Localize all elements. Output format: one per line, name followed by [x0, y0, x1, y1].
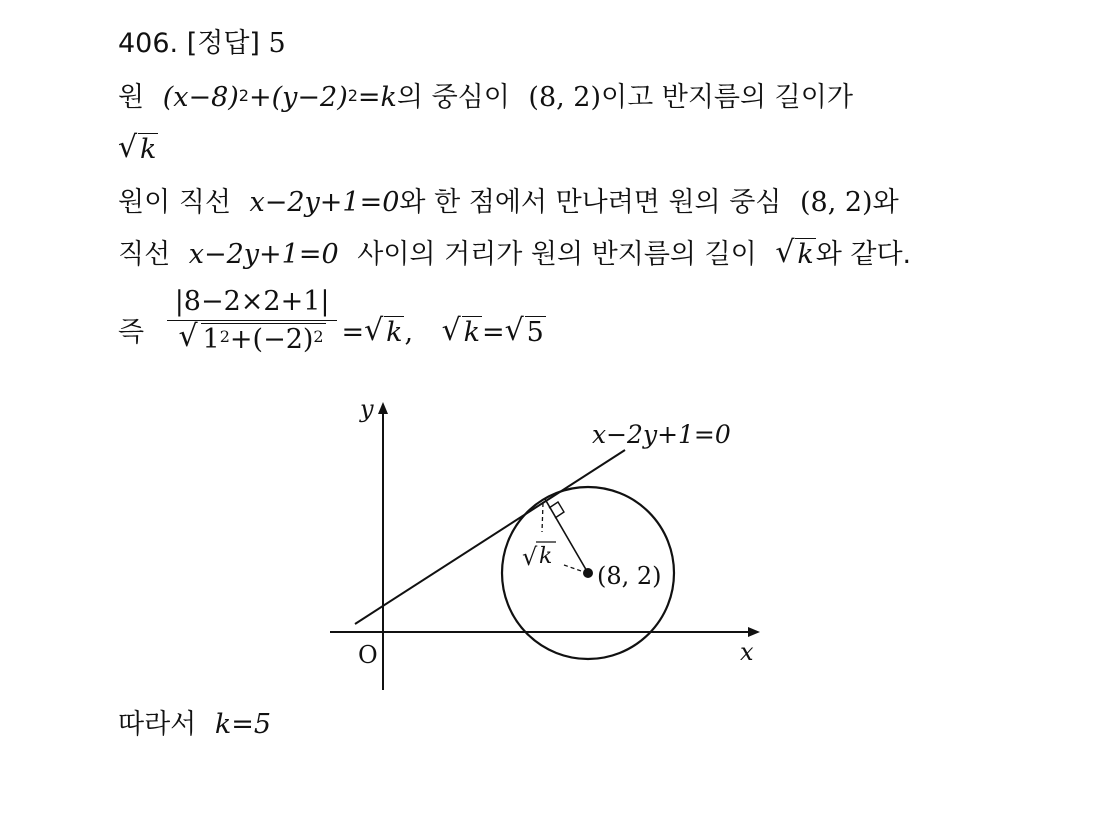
- sqrt-k-2: √ k: [775, 235, 814, 270]
- radius-sqrt-symbol: √: [522, 543, 538, 571]
- text-distance-equal: 사이의 거리가 원의 반지름의 길이: [357, 239, 757, 270]
- exponent-b: 2: [347, 86, 358, 105]
- x-axis-arrow: [748, 627, 760, 637]
- equals-1: =: [341, 316, 365, 348]
- text-jeuk: 즉: [118, 316, 145, 348]
- y-axis-arrow: [378, 402, 388, 414]
- y-axis-label: y: [360, 395, 374, 423]
- dashed-segment-2: [564, 565, 584, 572]
- answer-value: 5: [268, 28, 286, 59]
- tangent-line: [355, 450, 625, 624]
- comma: ,: [404, 316, 414, 348]
- x-axis-label: x: [740, 638, 754, 666]
- text-center-is: 의 중심이: [396, 82, 510, 113]
- problem-number: 406.: [118, 28, 179, 59]
- text-therefore: 따라서: [118, 709, 197, 740]
- center-point: [583, 568, 593, 578]
- sqrt-k-4: √ k: [441, 312, 481, 348]
- text-radius-length: 이고 반지름의 길이가: [601, 82, 853, 113]
- text-won: 원: [118, 82, 145, 113]
- conclusion-line: [118, 708, 271, 742]
- fraction-denominator: √ $1^2+(-2)^2$: [178, 319, 324, 355]
- eq-part-b: +(y−2): [248, 82, 348, 113]
- sqrt-k: √ k: [118, 130, 157, 165]
- line-equation-2: x−2y+1=0: [188, 239, 339, 270]
- line-equation: x−2y+1=0: [249, 187, 400, 218]
- dashed-segment-1: [542, 503, 543, 532]
- eq-part-c: =k: [357, 82, 397, 113]
- origin-label: O: [358, 641, 378, 669]
- text-line-intro: 원이 직선: [118, 187, 231, 218]
- exponent-a: 2: [238, 86, 249, 105]
- final-answer-eq: k=5: [214, 709, 272, 740]
- text-same: 와 같다.: [815, 239, 912, 270]
- center-coords: (8, 2): [528, 82, 602, 113]
- eq-part-a: (x−8): [162, 82, 239, 113]
- answer-label: [정답]: [186, 28, 260, 59]
- fraction-numerator: |8−2×2+1|: [167, 286, 338, 321]
- center-label: (8, 2): [597, 562, 662, 590]
- text-line: 직선: [118, 239, 171, 270]
- equals-2: =: [482, 316, 505, 348]
- text-and: 와: [872, 187, 899, 218]
- sqrt-k-3: √ k: [364, 312, 403, 348]
- radius-label: k: [539, 544, 553, 569]
- center-coords-2: (8, 2): [799, 187, 873, 218]
- line-equation-label: x−2y+1=0: [592, 420, 731, 449]
- text-meet-one-point: 와 한 점에서 만나려면 원의 중심: [399, 187, 782, 218]
- sqrt-5: √ 5: [504, 312, 544, 348]
